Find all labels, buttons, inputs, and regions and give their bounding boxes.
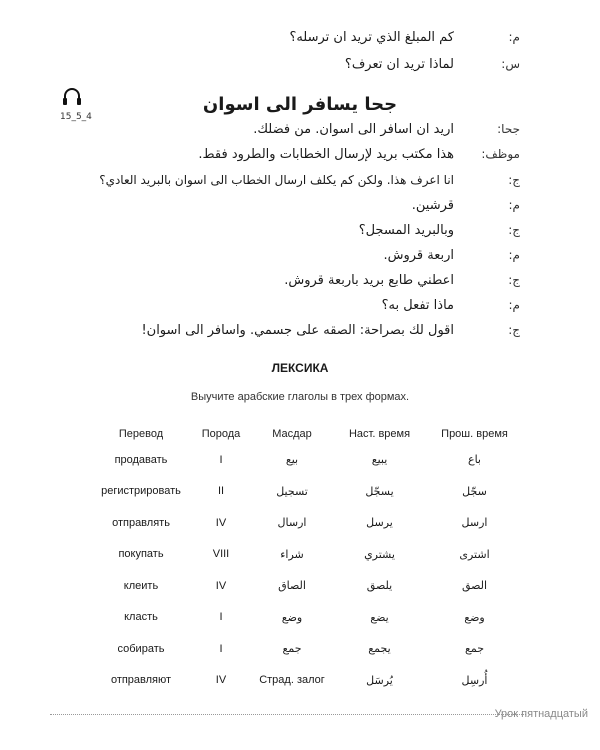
speaker-label: ج: [508,323,520,337]
line-text: قرشين. [411,198,454,213]
speaker-label: س: [501,57,520,71]
past-cell: أُرسِل [461,673,488,687]
speaker-label: جحا: [497,122,520,136]
masdar-cell: شراء [280,547,304,561]
lexicon-title: ЛЕКСИКА [271,361,329,375]
masdar-cell: ارسال [277,516,307,530]
dialogue-line [60,147,520,169]
footer-divider [50,714,526,715]
dialogue-title: جحا يسافر الى اسوان [202,94,398,115]
form-cell: I [219,611,223,624]
translation-cell: класть [124,611,158,624]
translation-cell: отправлять [112,516,170,529]
verb-table [92,424,522,696]
translation-cell: клеить [123,579,159,592]
form-cell: IV [215,516,227,529]
dialogue-line [60,273,520,295]
headphones-icon[interactable] [62,88,82,106]
speaker-label: م: [508,248,520,262]
line-text: انا اعرف هذا. ولكن كم يكلف ارسال الخطاب الى اسوان بالبريد العادي؟ [99,173,454,187]
form-cell: I [219,453,223,466]
form-cell: VIII [212,548,230,561]
form-cell: IV [215,579,227,592]
table-row [92,476,522,508]
column-header: Прош. время [441,428,508,440]
table-row [92,539,522,571]
column-header: Наст. время [348,428,411,440]
past-cell: اشترى [459,547,490,561]
translation-cell: покупать [118,548,164,561]
past-cell: الصق [461,579,488,593]
speaker-label: ج: [508,273,520,287]
masdar-cell: بيع [285,453,299,467]
present-cell: يلصق [366,579,393,593]
table-row [92,570,522,602]
table-row [92,633,522,665]
past-cell: وضع [464,610,485,624]
past-cell: سجّل [462,484,487,498]
present-cell: يرسل [366,516,393,530]
table-header-row [92,424,522,444]
translation-cell: отправляют [110,674,172,687]
masdar-cell: Страд. залог [259,674,325,687]
form-cell: II [217,485,225,498]
intro-line [60,30,520,52]
table-row [92,444,522,476]
present-cell: يُرسَل [366,673,393,687]
line-text: اعطني طابع بريد باربعة قروش. [284,273,454,288]
form-cell: IV [215,674,227,687]
speaker-label: ج: [508,223,520,237]
dialogue-line [60,223,520,245]
form-cell: I [219,642,223,655]
masdar-cell: جمع [282,642,302,656]
intro-line [60,57,520,79]
column-header: Порода [201,428,241,440]
table-row [92,507,522,539]
present-cell: يسجّل [365,484,394,498]
lexicon-instruction: Выучите арабские глаголы в трех формах. [190,391,410,403]
dialogue-line [60,248,520,270]
past-cell: جمع [464,642,484,656]
dialogue-line [60,323,520,345]
line-text: اقول لك بصراحة: الصقه على جسمي. واسافر الى اسوان! [141,323,454,338]
present-cell: يضع [370,610,389,624]
masdar-cell: الصاق [278,579,306,593]
audio-track-number: 15_5_4 [60,112,92,122]
dialogue-line [60,198,520,220]
dialogue-line [60,173,520,195]
line-text: هذا مكتب بريد لإرسال الخطابات والطرود فقط. [198,147,454,162]
present-cell: يجمع [368,642,391,656]
past-cell: ارسل [461,516,488,530]
line-text: لماذا تريد ان تعرف؟ [344,57,454,72]
present-cell: يشتري [364,547,395,561]
masdar-cell: تسجيل [276,484,308,498]
table-row [92,602,522,634]
masdar-cell: وضع [281,610,303,624]
speaker-label: م: [508,198,520,212]
line-text: اريد ان اسافر الى اسوان. من فضلك. [253,122,454,137]
translation-cell: регистрировать [101,485,181,498]
dialogue-line [60,298,520,320]
past-cell: باع [468,453,481,467]
column-header: Масдар [272,428,312,440]
translation-cell: собирать [117,642,165,655]
line-text: وبالبريد المسجل؟ [358,223,454,238]
speaker-label: م: [508,30,520,44]
speaker-label: موظف: [481,147,520,161]
line-text: ماذا تفعل به؟ [381,298,454,313]
table-row [92,665,522,697]
speaker-label: ج: [508,173,520,187]
speaker-label: م: [508,298,520,312]
column-header: Перевод [118,428,164,440]
line-text: كم المبلغ الذي تريد ان ترسله؟ [289,30,454,45]
footer-lesson-title: Урок пятнадцатый [494,708,588,720]
line-text: اربعة قروش. [383,248,454,263]
translation-cell: продавать [114,453,168,466]
dialogue-line [60,122,520,144]
present-cell: يبيع [371,453,388,467]
